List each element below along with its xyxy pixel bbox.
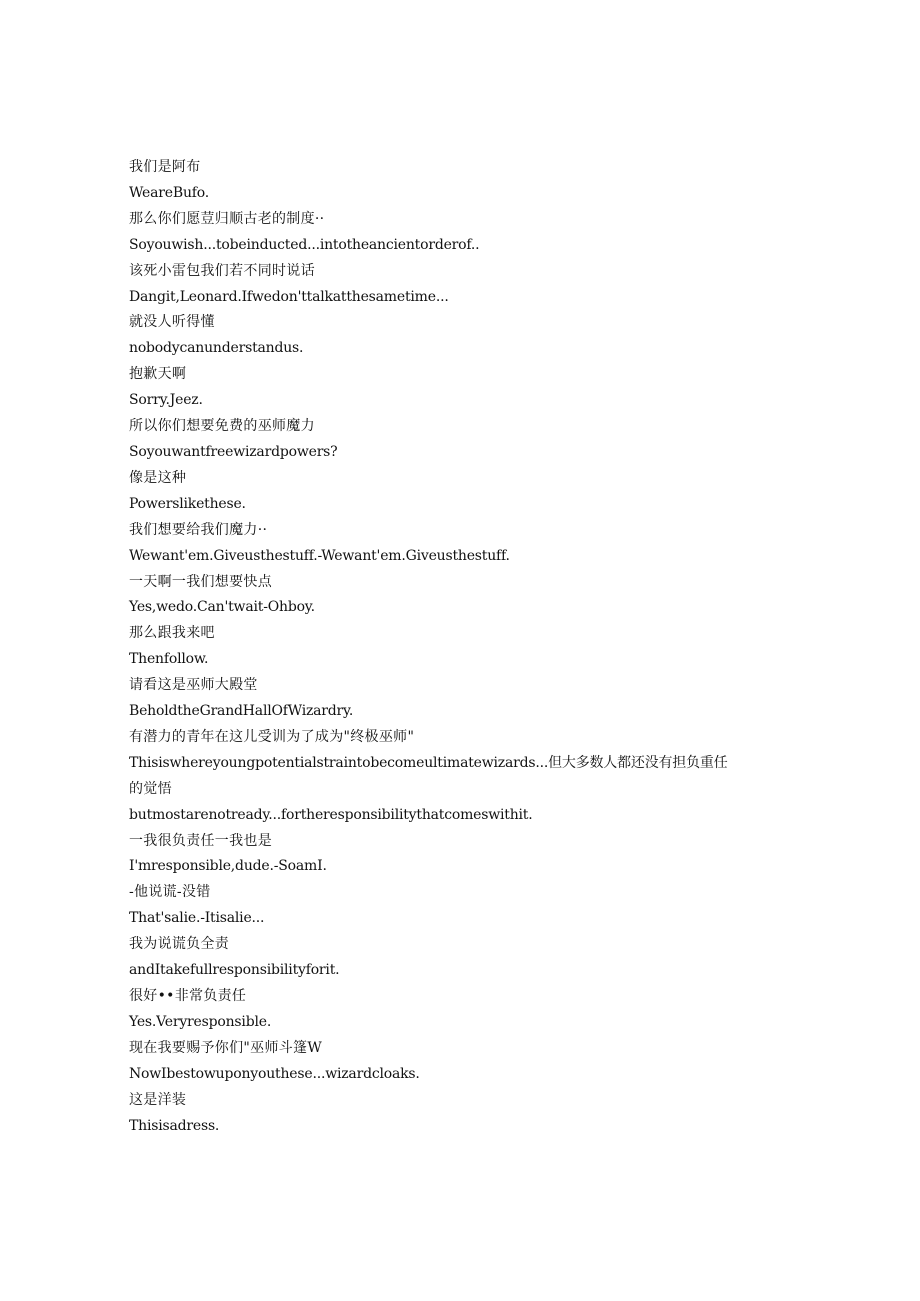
text-line: 我们想要给我们魔力·· — [129, 521, 268, 538]
text-line: Powerslikethese. — [129, 495, 246, 512]
text-line: Dangit,Leonard.Ifwedon'ttalkatthesametime... — [129, 288, 449, 305]
text-line: 就没人听得懂 — [129, 314, 215, 331]
text-line: 那么跟我来吧 — [129, 625, 215, 642]
text-line: That'salie.-Itisalie... — [129, 910, 265, 927]
text-line: Yes.Veryresponsible. — [129, 1013, 272, 1030]
text-line: 所以你们想要免费的巫师魔力 — [129, 418, 315, 435]
text-line: 该死小雷包我们若不同时说话 — [129, 262, 315, 279]
text-line: 一我很负责任一我也是 — [129, 832, 272, 849]
subtitle-text-body — [129, 155, 749, 1139]
text-line: 现在我要赐予你们"巫师斗篷W — [129, 1039, 323, 1056]
text-line: Yes,wedo.Can'twait-Ohboy. — [129, 599, 315, 616]
text-line: -他说谎-没错 — [129, 884, 211, 901]
text-line: 这是洋装 — [129, 1091, 187, 1108]
text-line: 抱歉天啊 — [129, 366, 187, 383]
text-line: 很好••非常负责任 — [129, 988, 247, 1004]
text-line: I'mresponsible,dude.-SoamI. — [129, 858, 327, 875]
text-line: 一天啊一我们想要快点 — [129, 573, 272, 590]
text-line: NowIbestowuponyouthese...wizardcloaks. — [129, 1065, 420, 1082]
text-line: Thisiswhereyoungpotentialstraintobecomeultimatewizards...但大多数人都还没有担负重任 — [129, 754, 728, 771]
text-line: Thenfollow. — [129, 651, 209, 668]
text-line: Wewant'em.Giveusthestuff.-Wewant'em.Giveusthestuff. — [129, 547, 510, 564]
text-line: 我们是阿布 — [129, 159, 201, 175]
text-line: 那么你们愿荳归顺古老的制度·· — [129, 210, 325, 227]
text-line: 像是这种 — [129, 469, 187, 486]
text-line: 有潜力的青年在这儿受训为了成为"终极巫师" — [129, 728, 415, 745]
text-line: Soyouwish...tobeinducted...intotheancientorderof.. — [129, 236, 480, 253]
text-line: Thisisadress. — [129, 1117, 220, 1134]
text-line: nobodycanunderstandus. — [129, 340, 304, 357]
text-line: WeareBufo. — [129, 184, 209, 201]
text-line: 的觉悟 — [129, 780, 172, 797]
text-line: Soyouwantfreewizardpowers? — [129, 443, 338, 460]
text-line: 请看这是巫师大殿堂 — [129, 677, 258, 694]
text-line: butmostarenotready...fortheresponsibilitythatcomeswithit. — [129, 806, 533, 823]
text-line: andItakefullresponsibilityforit. — [129, 962, 340, 979]
text-line: 我为说谎负全责 — [129, 936, 230, 953]
text-line: BeholdtheGrandHallOfWizardry. — [129, 703, 354, 720]
text-line: Sorry.Jeez. — [129, 392, 203, 409]
